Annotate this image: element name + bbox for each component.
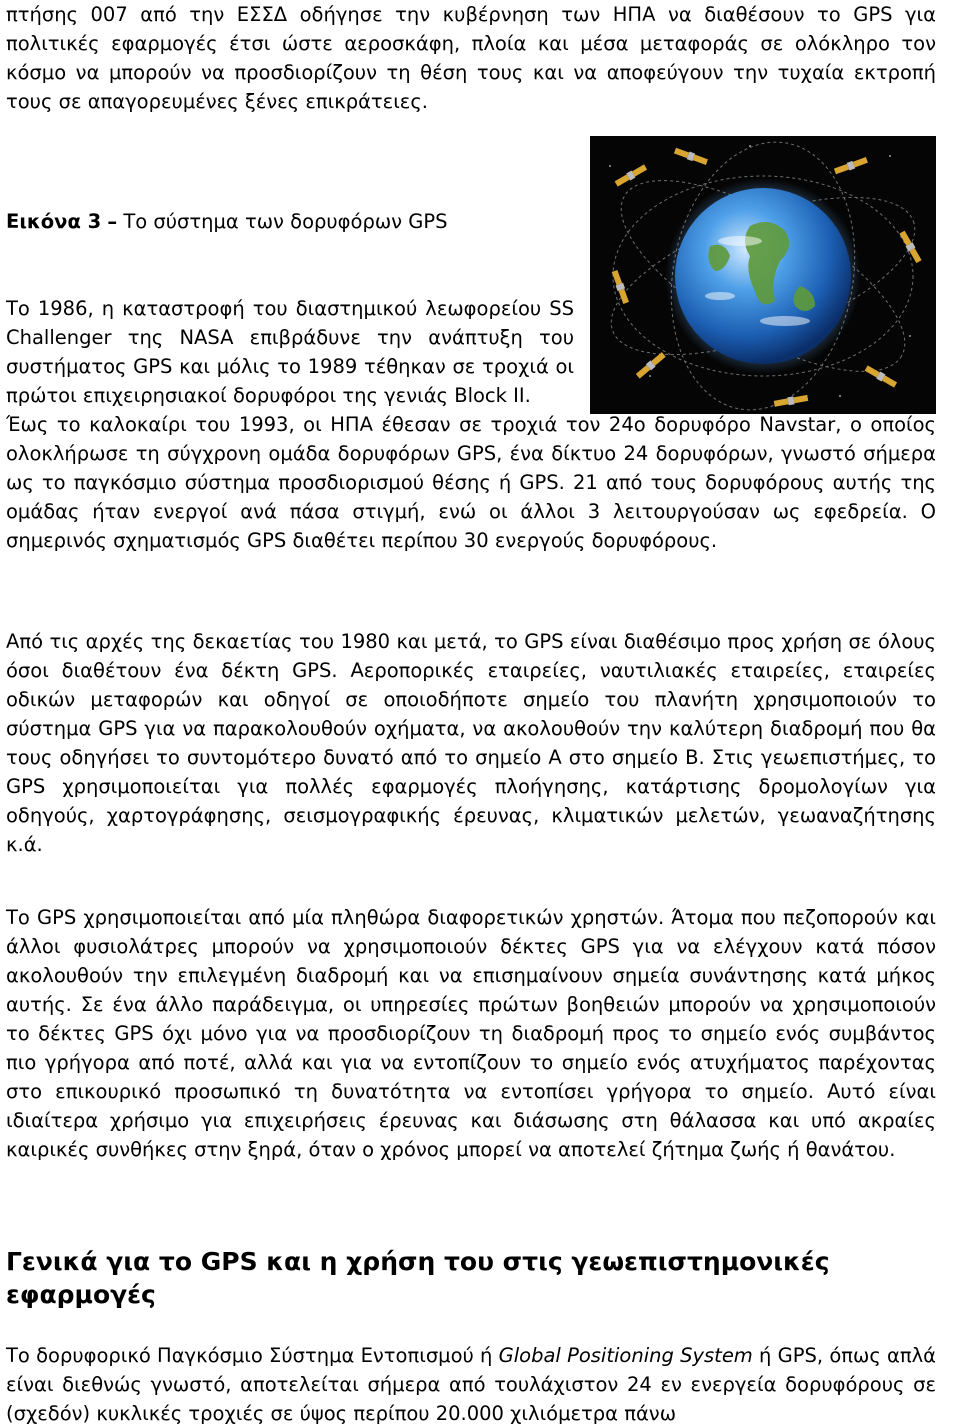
paragraph-1-start: Το 1986, η καταστροφή του διαστημικού λεωφορείου SS Challenger της NASA επιβράδυνε την ανάπτυξη του συστήματος GPS και μόλις το 1989 τέθηκαν σε τροχιά οι πρώτοι επιχειρησιακοί δορυφόροι της γενιάς Block II. [6, 297, 574, 407]
figure-label: Εικόνα 3 [6, 210, 102, 233]
intro-paragraph: πτήσης 007 από την ΕΣΣΔ οδήγησε την κυβέρνηση των ΗΠΑ να διαθέσουν το GPS για πολιτικές εφαρμογές έτσι ώστε αεροσκάφη, πλοία και μέσα μεταφοράς σε ολόκληρο τον κόσμο να μπορούν να προσδιορίζουν τη θέση τους και να αποφεύγουν την τυχαία εκτροπή τους σε απαγορευμένες ξένες επικράτειες. [6, 3, 936, 113]
document-page [6, 0, 936, 1425]
gps-satellite-constellation-icon [590, 136, 936, 414]
paragraph-2 [6, 627, 936, 859]
paragraph-4-after: ή GPS, όπως απλά είναι διεθνώς γνωστό, αποτελείται σήμερα από τουλάχιστον 24 εν ενεργεία δορυφόρους σε (σχεδόν) κυκλικές τροχιές σε ύψος περίπου 20.000 χιλιόμετρα πάνω [6, 1344, 936, 1425]
paragraph-1-rest: Έως το καλοκαίρι του 1993, οι ΗΠΑ έθεσαν σε τροχιά τον 24ο δορυφόρο Navstar, ο οποίος ολοκλήρωσε τη σύγχρονη ομάδα δορυφόρων GPS, ένα δίκτυο 24 δορυφόρων, γνωστό σήμερα ως το παγκόσμιο σύστημα προσδιορισμού θέσης ή GPS. 21 από τους δορυφόρους αυτής της ομάδας ήταν ενεργοί ανά πάσα στιγμή, ενώ οι άλλοι 3 λειτουργούσαν ως εφεδρεία. Ο σημερινός σχηματισμός GPS διαθέτει περίπου 30 ενεργούς δορυφόρους. [6, 413, 936, 552]
paragraph-4-before: Το δορυφορικό Παγκόσμιο Σύστημα Εντοπισμού ή [6, 1344, 499, 1367]
paragraph-1-float [6, 294, 574, 410]
paragraph-3 [6, 903, 936, 1164]
section-heading: Γενικά για το GPS και η χρήση του στις γεωεπιστημονικές εφαρμογές [6, 1247, 830, 1309]
figure-dash: – [107, 210, 118, 233]
paragraph-4-italic: Global Positioning System [498, 1344, 753, 1367]
paragraph-3-text: Το GPS χρησιμοποιείται από μία πληθώρα διαφορετικών χρηστών. Άτομα που πεζοπορούν και άλλοι φυσιολάτρες μπορούν να χρησιμοποιούν δέκτες GPS για να ελέγχουν κατά πόσον ακολουθούν την επιλεγμένη διαδρομή και να επισημαίνουν σημεία συνάντησης κατά μήκος αυτής. Σε ένα άλλο παράδειγμα, οι υπηρεσίες πρώτων βοηθειών μπορούν να χρησιμοποιούν το δέκτες GPS όχι μόνο για να προσδιορίζουν τη διαδρομή προς το σημείο ενός συμβάντος πιο γρήγορα από ποτέ, αλλά και για να εντοπίζουν το σημείο ενός ατυχήματος παρέχοντας στο επικουρικό προσωπικό τη δυνατότητα να εντοπίσει γρήγορα το σημείο. Αυτό είναι ιδιαίτερα χρήσιμο για επιχειρήσεις έρευνας και διάσωσης στη θάλασσα και υπό ακραίες καιρικές συνθήκες στην ξηρά, όταν ο χρόνος μπορεί να αποτελεί ζήτημα ζωής ή θανάτου. [6, 906, 936, 1161]
paragraph-1-continued [6, 410, 936, 555]
figure-caption-text: Το σύστημα των δορυφόρων GPS [123, 210, 448, 233]
paragraph-4-text [6, 1341, 936, 1428]
figure-caption [6, 207, 566, 237]
paragraph-2-text: Από τις αρχές της δεκαετίας του 1980 και μετά, το GPS είναι διαθέσιμο προς χρήση σε όλους όσοι διαθέτουν ένα δέκτη GPS. Αεροπορικές εταιρείες, ναυτιλιακές εταιρείες, εταιρείες οδικών μεταφορών και οδηγοί σε οποιοδήποτε σημείο του πλανήτη χρησιμοποιούν το σύστημα GPS για να παρακολουθούν οχήματα, να ακολουθούν την καλύτερη διαδρομή που θα τους οδηγήσει το συντομότερο δυνατό από το σημείο Α στο σημείο Β. Στις γεωεπιστήμες, το GPS χρησιμοποιείται για πολλές εφαρμογές πλοήγησης, κατάρτισης δρομολογίων για οδηγούς, χαρτογράφησης, σεισμογραφικής έρευνας, κλιματικών μελετών, γεωαναζήτησης κ.ά. [6, 630, 936, 856]
paragraph-4 [6, 1341, 936, 1428]
